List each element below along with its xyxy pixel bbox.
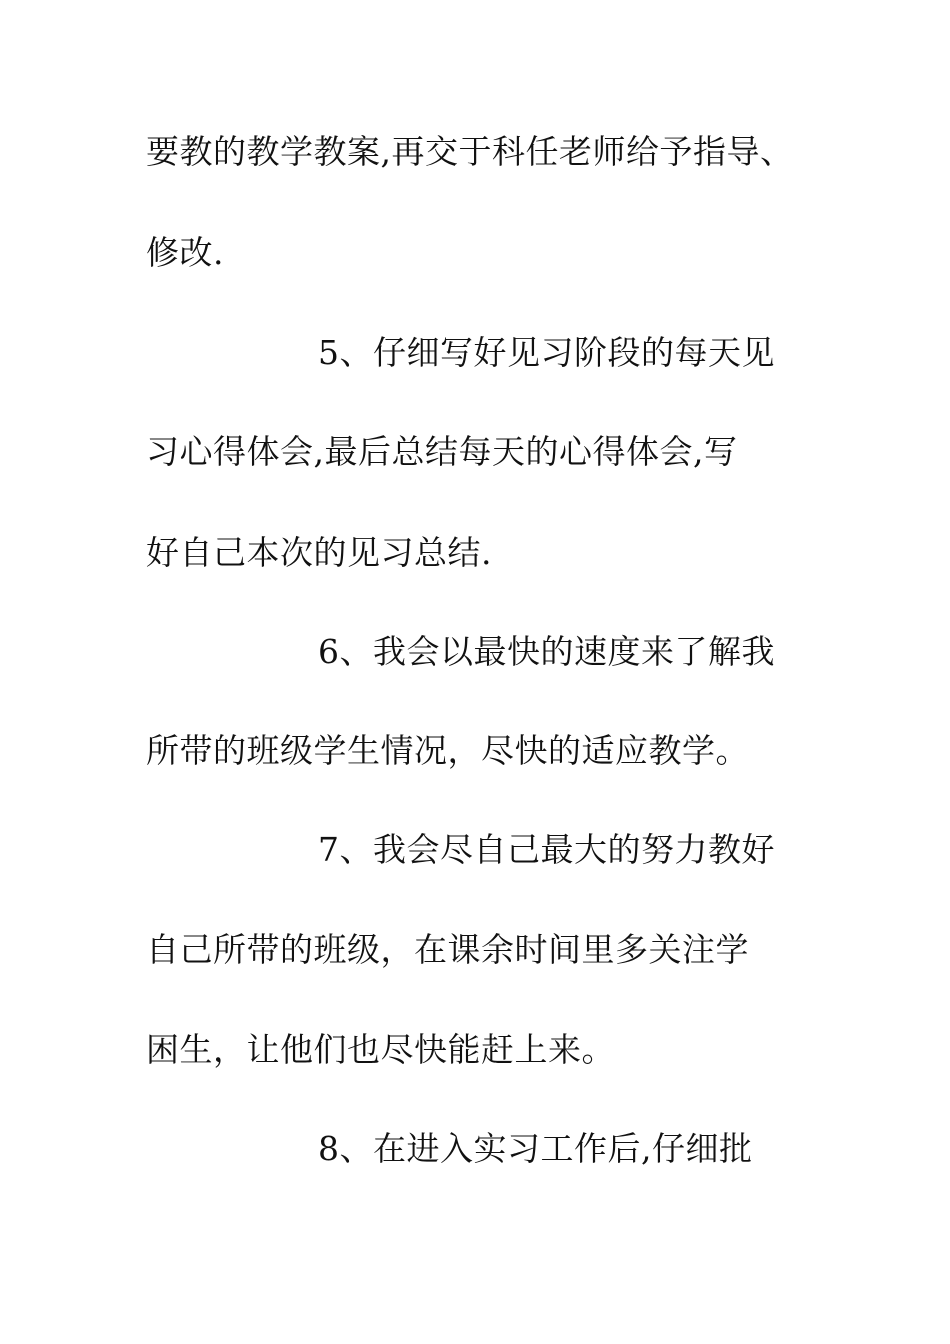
text-line: 要教的教学教案,再交于科任老师给予指导、 xyxy=(146,132,794,171)
list-item-6: 6、我会以最快的速度来了解我 xyxy=(318,632,775,671)
text-line: 修改. xyxy=(146,233,224,272)
text-line: 困生，让他们也尽快能赶上来。 xyxy=(146,1030,615,1069)
text-line: 习心得体会,最后总结每天的心得体会,写 xyxy=(146,432,738,471)
list-item-5: 5、仔细写好见习阶段的每天见 xyxy=(318,333,775,372)
text-line: 所带的班级学生情况，尽快的适应教学。 xyxy=(146,731,749,770)
text-line: 好自己本次的见习总结. xyxy=(146,533,492,572)
text-line: 自己所带的班级，在课余时间里多关注学 xyxy=(146,930,749,969)
list-item-7: 7、我会尽自己最大的努力教好 xyxy=(318,830,775,869)
list-item-8: 8、在进入实习工作后,仔细批 xyxy=(318,1129,753,1168)
